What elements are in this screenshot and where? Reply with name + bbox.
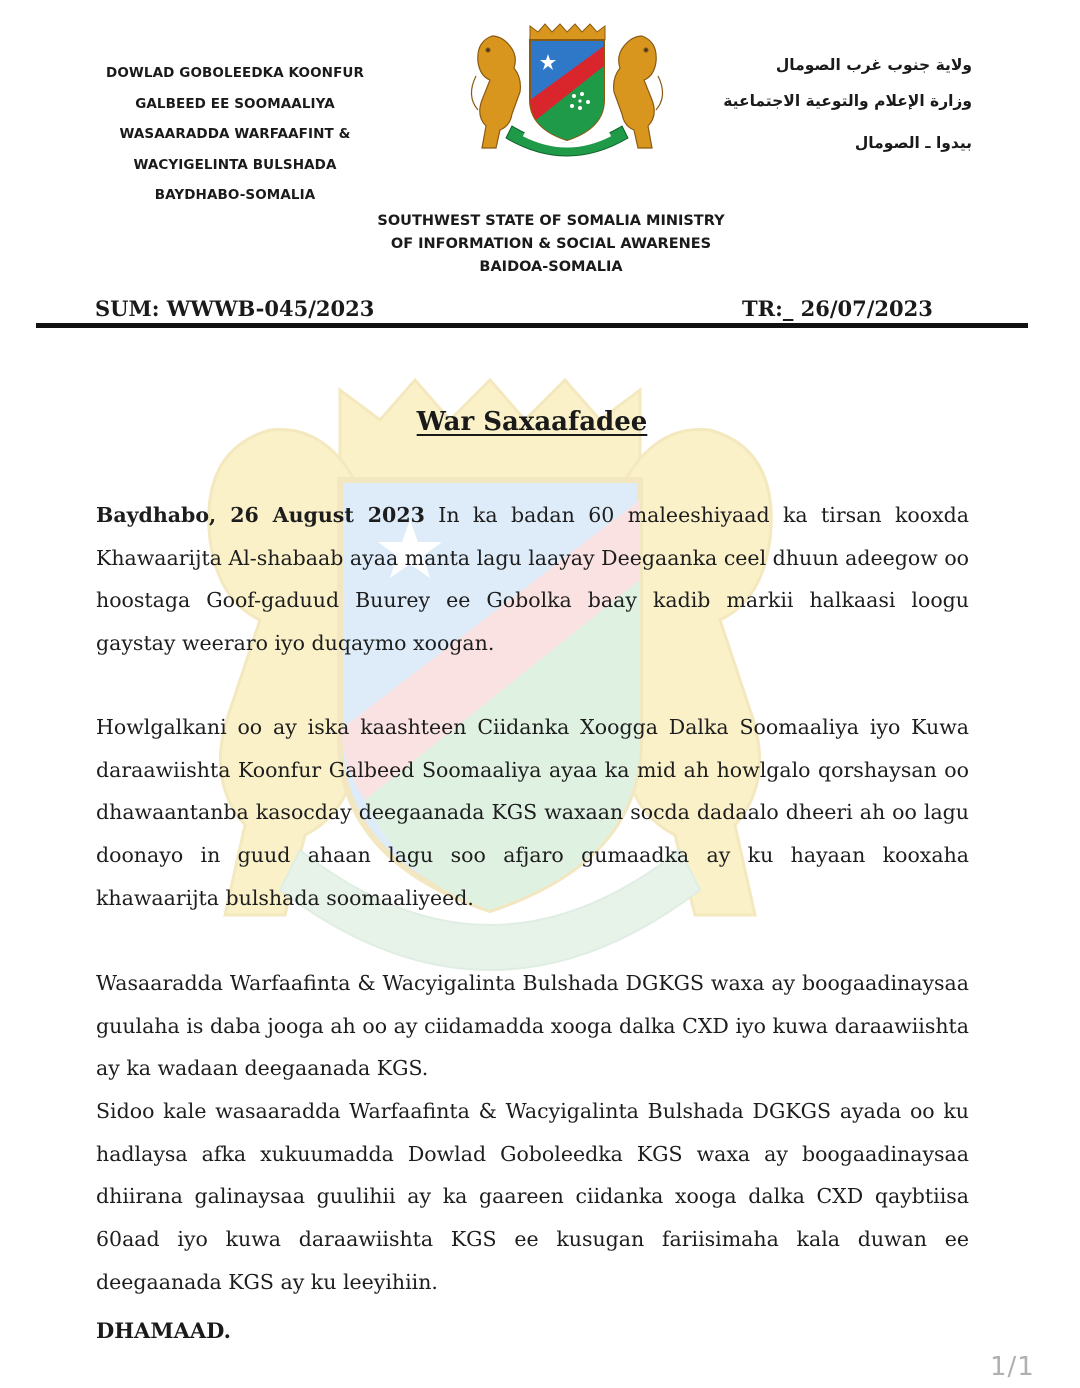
header-right-line: ولاية جنوب غرب الصومال	[775, 56, 972, 74]
reference-date: TR:_ 26/07/2023	[742, 296, 933, 321]
header-left-line: BAYDHABO-SOMALIA	[154, 187, 316, 203]
header-right-line: وزارة الإعلام والتوعية الاجتماعية	[723, 92, 972, 110]
header-center-line: OF INFORMATION & SOCIAL AWARENES	[390, 236, 712, 252]
dateline: Baydhabo, 26 August 2023	[96, 503, 425, 527]
closing-text: DHAMAAD.	[96, 1318, 231, 1343]
coat-of-arms-emblem	[462, 16, 672, 166]
paragraph-2: Howlgalkani oo ay iska kaashteen Ciidanka Xoogga Dalka Soomaaliya iyo Kuwa daraawiishta Koonfur Galbeed Soomaaliya ayaa ka mid ah howlgalo qorshaysan oo dhawaantanba kasocday deegaanada KGS waxaan socda dadaalo dheeri ah oo lagu doonayo in guud ahaan lagu soo afjaro gumaadka ay ku hayaan kooxaha khawaarijta bulshada soomaaliyeed.	[96, 715, 969, 910]
paragraph-4: Sidoo kale wasaaradda Warfaafinta & Wacyigalinta Bulshada DGKGS ayada oo ku hadlaysa afka xukuumadda Dowlad Goboleedka KGS waxa ay boogaadinaysaa dhiirana galinaysaa guulihii ay ka gaareen ciidanka xooga dalka CXD qaybtiisa 60aad iyo kuwa daraawiishta KGS ee kusugan fariisimaha kala duwan ee deegaanada KGS ay ku leeyihiin.	[96, 1099, 969, 1294]
crown-icon	[530, 24, 605, 40]
header-center-line: SOUTHWEST STATE OF SOMALIA MINISTRY	[377, 213, 725, 229]
header-left-line: GALBEED EE SOOMAALIYA	[135, 95, 335, 112]
paragraph-1	[96, 494, 969, 665]
header-right-line: بيدوا ـ الصومال	[854, 134, 972, 152]
header-left-line: DOWLAD GOBOLEEDKA KOONFUR	[106, 65, 364, 81]
paragraph-3: Wasaaradda Warfaafinta & Wacyigalinta Bulshada DGKGS waxa ay boogaadinaysaa guulaha is daba jooga ah oo ay ciidamadda xooga dalka CXD iyo kuwa daraawiishta ay ka wadaan deegaanada KGS.	[96, 971, 969, 1081]
header-right-block	[712, 50, 972, 154]
page-indicator: 1/1	[990, 1352, 1035, 1382]
header-divider	[36, 323, 1028, 328]
header-center-block	[330, 210, 772, 279]
header-left-block	[90, 58, 380, 211]
header-left-line: WACYIGELINTA BULSHADA	[133, 156, 337, 173]
header-center-line: BAIDOA-SOMALIA	[479, 259, 623, 275]
shield-icon	[530, 40, 604, 140]
reference-number: SUM: WWWB-045/2023	[95, 296, 375, 321]
paragraph-1-text: In ka badan 60 maleeshiyaad ka tirsan kooxda Khawaarijta Al-shabaab ayaa manta lagu laayay Deegaanka ceel dhuun adeegow oo hoostaga Goof-gaduud Buurey ee Gobolka baay kadib markii halkaasi loogu gaystay weeraro iyo duqaymo xoogan.	[96, 503, 969, 656]
document-title: War Saxaafadee	[416, 407, 648, 437]
header-left-line: WASAARADDA WARFAAFINT &	[119, 126, 351, 142]
